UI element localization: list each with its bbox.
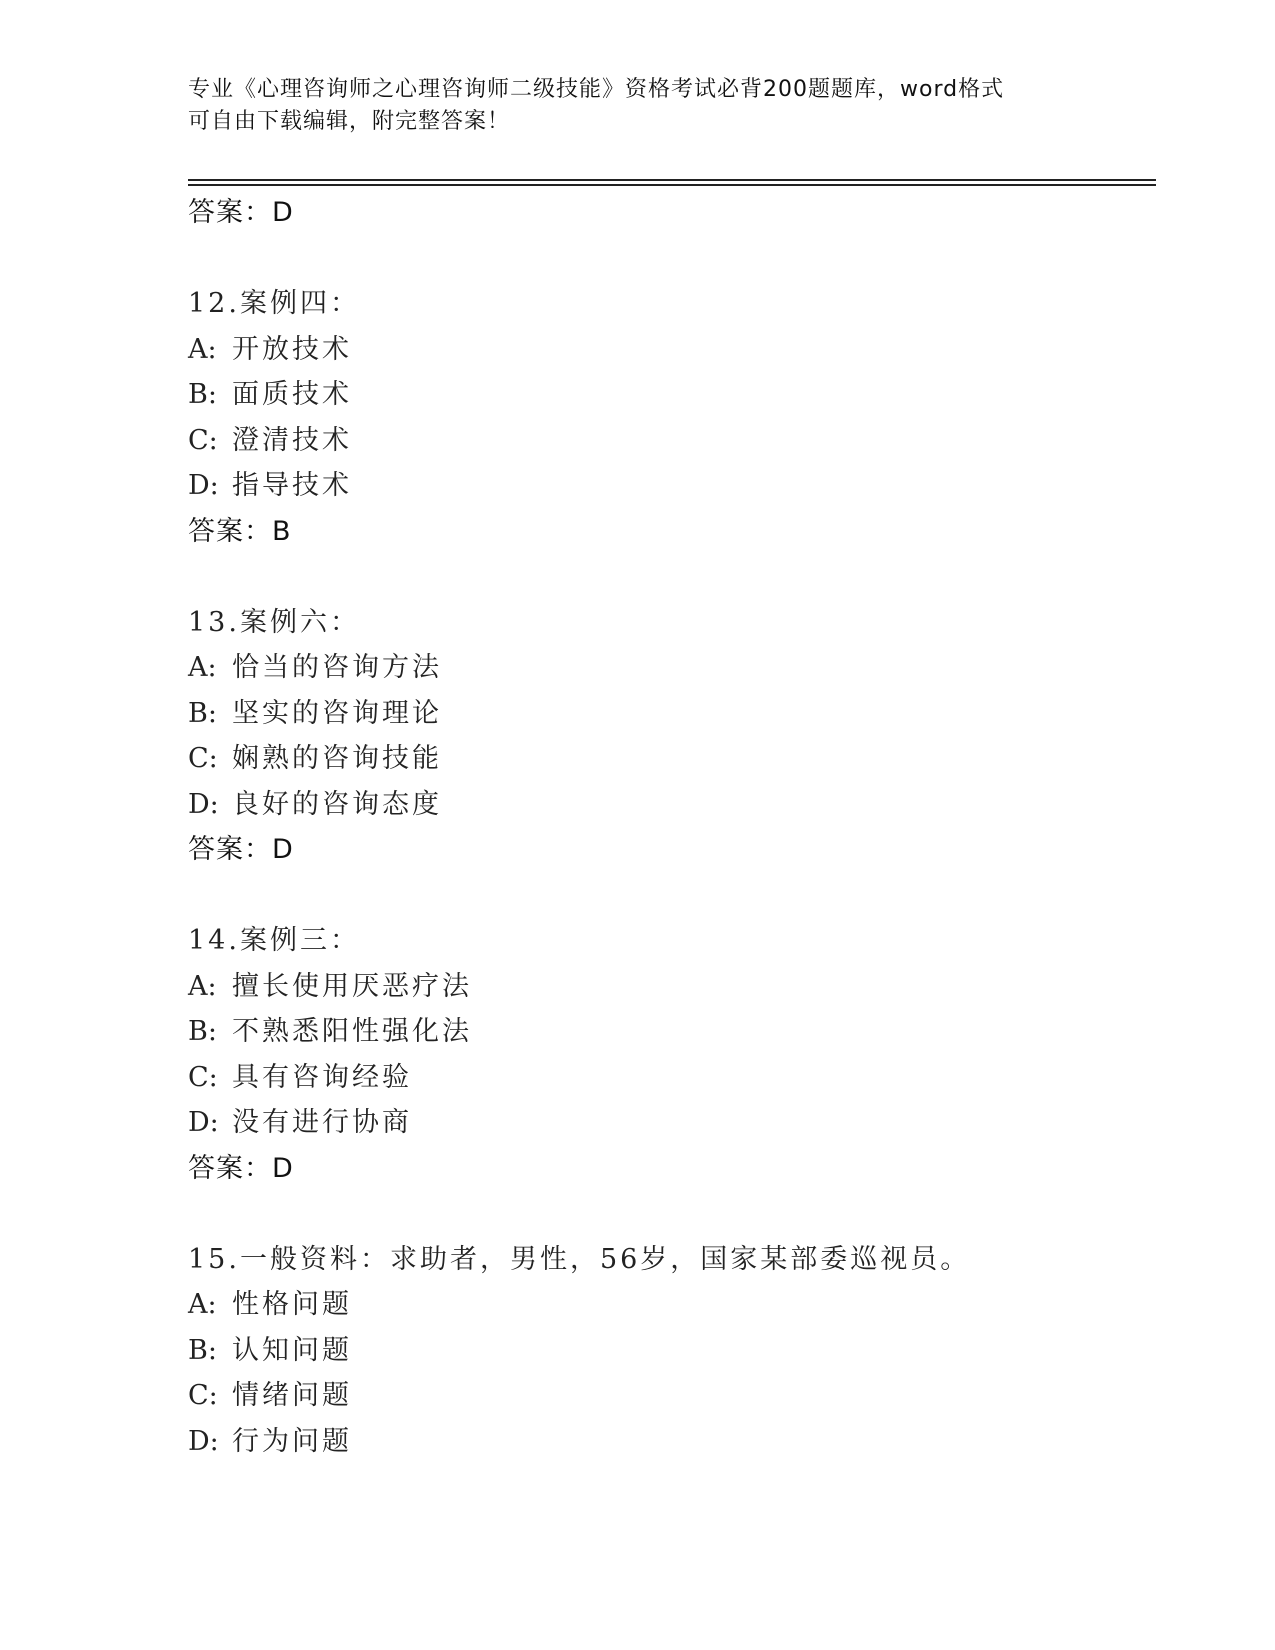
question-list (188, 190, 1148, 1464)
option-c (188, 418, 1148, 464)
option-b (188, 1328, 1148, 1374)
option-text: 情绪问题 (232, 1380, 352, 1411)
option-letter: A: (188, 652, 217, 683)
question-title: 14.案例三： (188, 925, 360, 956)
header-divider-bottom (188, 184, 1156, 186)
option-letter: A: (188, 333, 217, 365)
spacer (188, 235, 1148, 281)
option-d (188, 1419, 1148, 1465)
spacer (188, 554, 1148, 600)
header-line-1: 专业《心理咨询师之心理咨询师二级技能》资格考试必背200题题库，word格式 (188, 77, 1005, 102)
option-text: 行为问题 (232, 1425, 352, 1457)
option-a (188, 327, 1148, 373)
option-text: 坚实的咨询理论 (232, 697, 442, 729)
option-a (188, 1282, 1148, 1328)
header-divider-top (188, 179, 1156, 181)
option-text: 开放技术 (232, 333, 352, 365)
question-title: 15.一般资料：求助者，男性，56岁，国家某部委巡视员。 (188, 1243, 971, 1275)
option-letter: D: (188, 788, 219, 820)
option-text: 不熟悉阳性强化法 (232, 1016, 472, 1047)
option-letter: C: (188, 743, 218, 774)
option-text: 性格问题 (232, 1289, 352, 1320)
option-letter: C: (188, 1061, 218, 1093)
option-letter: B: (188, 1334, 217, 1366)
answer-line: 答案：D (188, 1152, 294, 1184)
option-b (188, 691, 1148, 737)
spacer (188, 872, 1148, 918)
answer-line: 答案：D (188, 834, 294, 865)
option-c (188, 736, 1148, 782)
option-letter: A: (188, 970, 217, 1002)
question-block (188, 600, 1148, 873)
option-letter: B: (188, 1016, 217, 1047)
option-letter: A: (188, 1289, 217, 1320)
option-text: 没有进行协商 (232, 1107, 412, 1138)
option-c (188, 1373, 1148, 1419)
option-text: 娴熟的咨询技能 (232, 743, 442, 774)
question-block (188, 1237, 1148, 1465)
option-d (188, 1100, 1148, 1146)
option-letter: B: (188, 379, 217, 410)
option-letter: C: (188, 424, 218, 456)
option-text: 具有咨询经验 (232, 1061, 412, 1093)
option-c (188, 1055, 1148, 1101)
option-d (188, 463, 1148, 509)
option-b (188, 1009, 1148, 1055)
answer-line: 答案：D (188, 197, 294, 228)
question-title: 12.案例四： (188, 288, 360, 319)
option-text: 指导技术 (232, 470, 352, 501)
option-a (188, 964, 1148, 1010)
question-block (188, 281, 1148, 554)
option-a (188, 645, 1148, 691)
question-title: 13.案例六： (188, 606, 360, 638)
option-text: 面质技术 (232, 379, 352, 410)
option-letter: D: (188, 470, 219, 501)
question-block (188, 918, 1148, 1191)
option-text: 良好的咨询态度 (232, 788, 442, 820)
option-d (188, 782, 1148, 828)
option-b (188, 372, 1148, 418)
option-letter: C: (188, 1380, 218, 1411)
option-text: 认知问题 (232, 1334, 352, 1366)
option-text: 澄清技术 (232, 424, 352, 456)
option-text: 恰当的咨询方法 (232, 652, 442, 683)
document-header (188, 74, 1068, 138)
answer-line: 答案：B (188, 515, 292, 547)
option-letter: D: (188, 1425, 219, 1457)
header-line-2: 可自由下载编辑，附完整答案！ (188, 109, 511, 134)
option-letter: D: (188, 1107, 219, 1138)
option-letter: B: (188, 697, 217, 729)
spacer (188, 1191, 1148, 1237)
option-text: 擅长使用厌恶疗法 (232, 970, 472, 1002)
